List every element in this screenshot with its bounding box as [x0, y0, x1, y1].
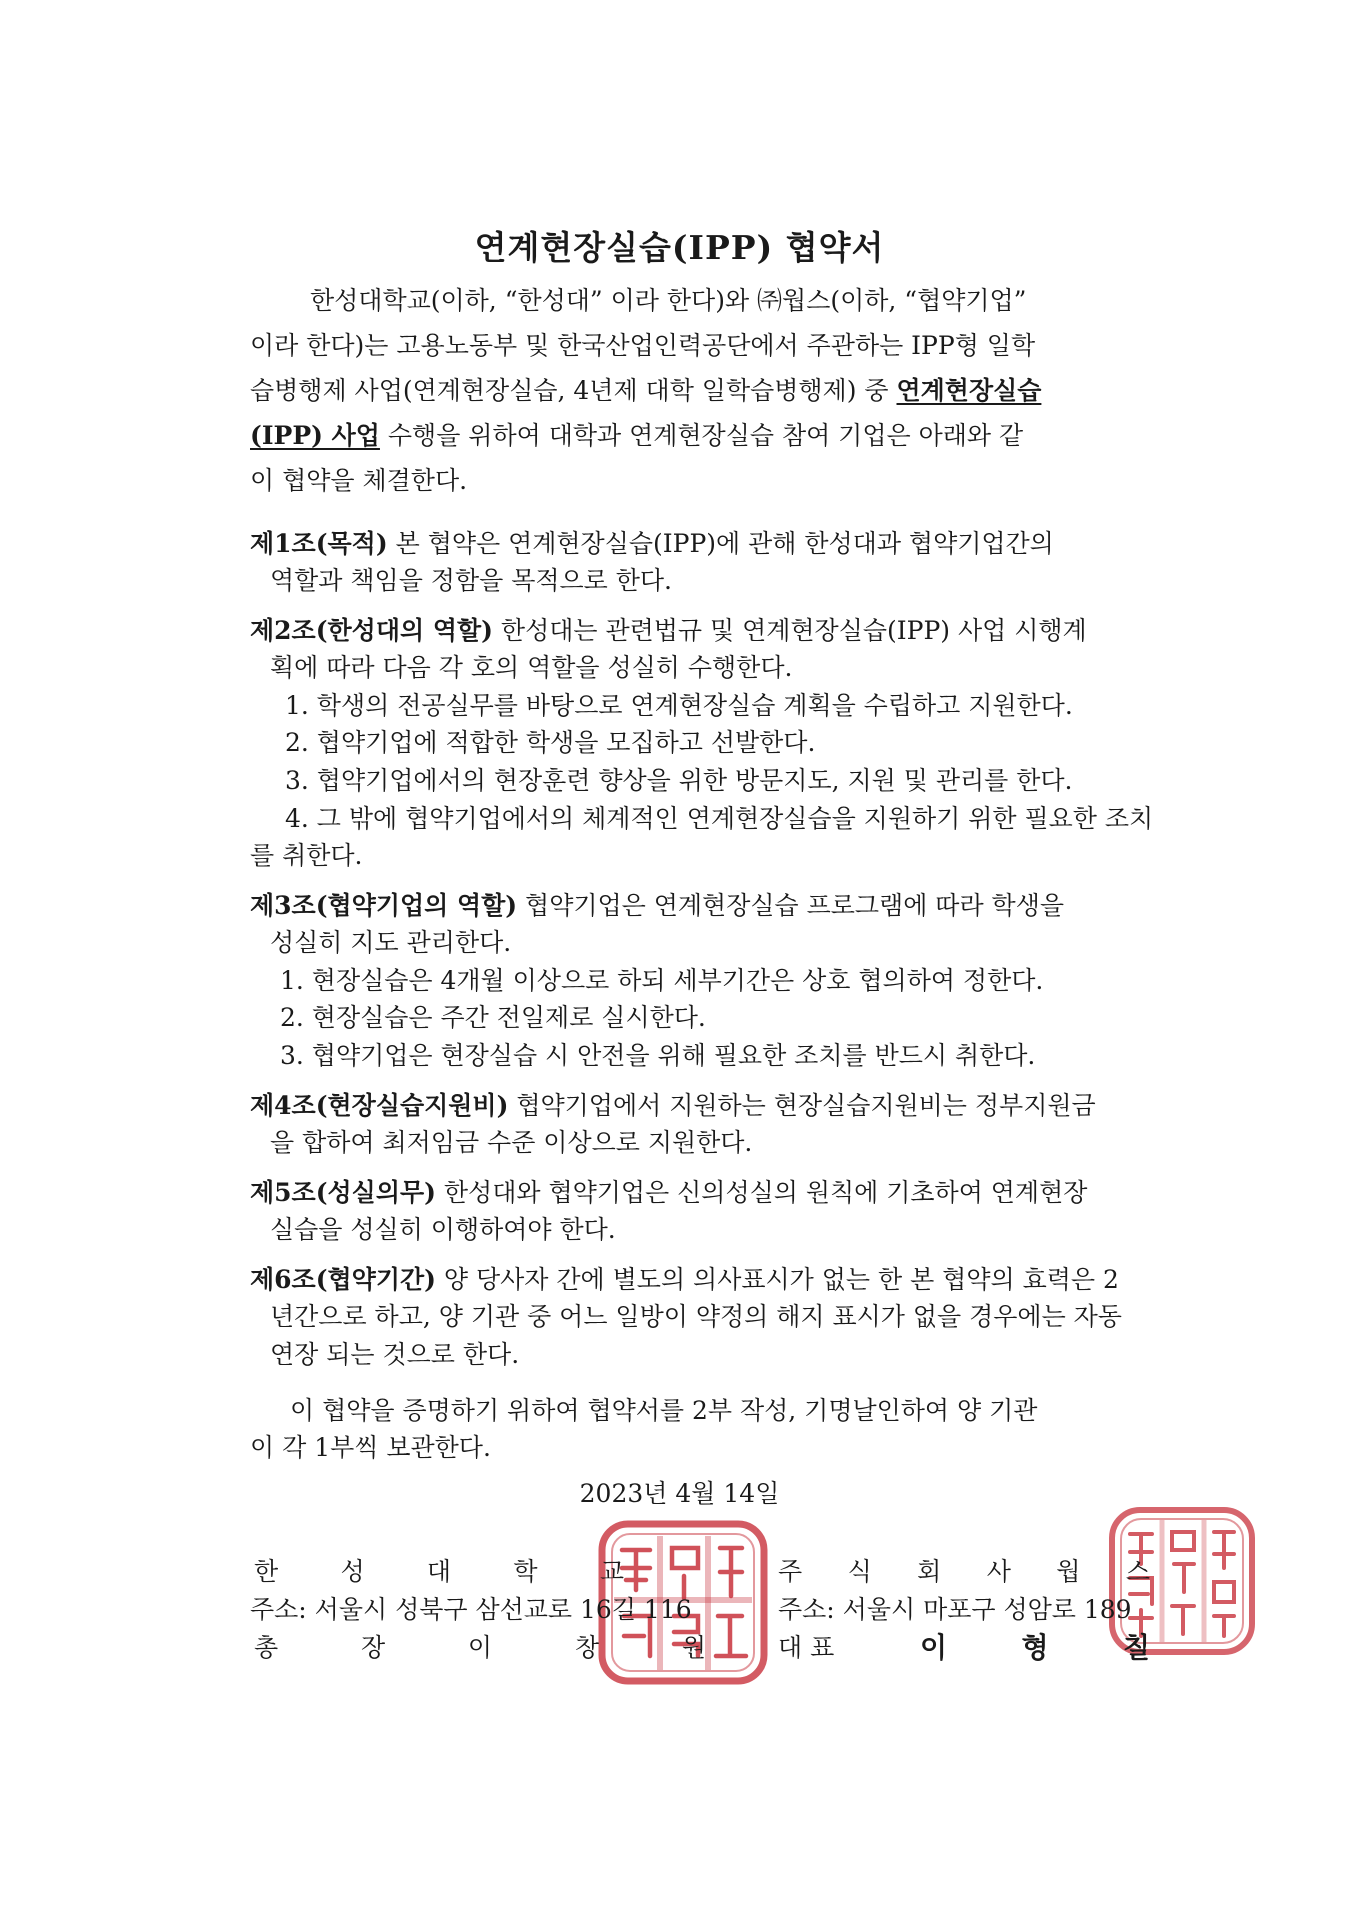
preamble-line-4 [250, 420, 1023, 452]
article-2-item-4-cont: 를 취한다. [250, 841, 363, 870]
preamble-line-5: 이 협약을 체결한다. [250, 466, 468, 495]
article-2-item-2: 2. 협약기업에 적합한 학생을 모집하고 선발한다. [285, 728, 816, 757]
left-signer-char: 창 [574, 1633, 600, 1662]
article-1-heading: 제1조(목적) [250, 529, 388, 558]
article-3-line-2: 성실히 지도 관리한다. [270, 928, 512, 957]
right-party-char: 회 [917, 1557, 942, 1586]
article-3-text: 협약기업은 연계현장실습 프로그램에 따라 학생을 [517, 891, 1064, 920]
left-party-address: 주소: 서울시 성북구 삼선교로 16길 116 [250, 1595, 692, 1624]
right-signer-title: 대 표 [778, 1633, 835, 1662]
preamble-text-2: 수행을 위하여 대학과 연계현장실습 참여 기업은 아래와 같 [379, 421, 1024, 450]
article-1-line-1 [250, 528, 1054, 560]
left-party-char: 학 [513, 1557, 538, 1586]
article-1-text: 본 협약은 연계현장실습(IPP)에 관해 한성대과 협약기업간의 [387, 529, 1054, 558]
preamble-line-3 [250, 375, 1041, 407]
article-2-heading: 제2조(한성대의 역할) [250, 616, 493, 645]
closing-line-1: 이 협약을 증명하기 위하여 협약서를 2부 작성, 기명날인하여 양 기관 [290, 1396, 1038, 1425]
article-2-line-2: 획에 따라 다음 각 호의 역할을 성실히 수행한다. [270, 653, 793, 682]
left-party-char: 교 [599, 1557, 624, 1586]
right-signer-char: 형 [1021, 1631, 1049, 1664]
right-party-address: 주소: 서울시 마포구 성암로 189 [778, 1595, 1132, 1624]
article-6-line-3: 연장 되는 것으로 한다. [270, 1340, 520, 1369]
left-signer-char: 원 [681, 1633, 706, 1662]
article-6-heading: 제6조(협약기간) [250, 1265, 436, 1294]
document-title: 연계현장실습(IPP) 협약서 [474, 228, 885, 267]
article-3-item-3: 3. 협약기업은 현장실습 시 안전을 위해 필요한 조치를 반드시 취한다. [280, 1041, 1036, 1070]
article-4-line-1 [250, 1090, 1096, 1122]
article-3-item-1: 1. 현장실습은 4개월 이상으로 하되 세부기간은 상호 협의하여 정한다. [280, 966, 1044, 995]
article-3-line-1 [250, 890, 1064, 922]
left-signer-char: 총 [254, 1633, 279, 1662]
preamble-text: 습병행제 사업(연계현장실습, 4년제 대학 일학습병행제) 중 [250, 376, 897, 405]
left-signer-char: 장 [360, 1633, 386, 1662]
article-6-line-2: 년간으로 하고, 양 기관 중 어느 일방이 약정의 해지 표시가 없을 경우에는 자동 [270, 1302, 1122, 1331]
right-signer-char: 이 [920, 1631, 948, 1664]
right-party-char: 스 [1125, 1557, 1150, 1586]
article-2-item-1: 1. 학생의 전공실무를 바탕으로 연계현장실습 계획을 수립하고 지원한다. [285, 691, 1073, 720]
right-signer-char: 칠 [1122, 1631, 1150, 1664]
article-6-text: 양 당사자 간에 별도의 의사표시가 없는 한 본 협약의 효력은 2 [435, 1265, 1119, 1294]
article-3-heading: 제3조(협약기업의 역할) [250, 891, 518, 920]
left-party-name [254, 1552, 624, 1588]
article-5-heading: 제5조(성실의무) [250, 1178, 436, 1207]
article-4-heading: 제4조(현장실습지원비) [250, 1091, 509, 1120]
article-2-line-1 [250, 615, 1087, 647]
right-party-char: 식 [847, 1557, 872, 1586]
left-signer-char: 이 [467, 1633, 493, 1662]
program-name-emphasis: 연계현장실습 [896, 376, 1042, 405]
article-5-line-1 [250, 1177, 1087, 1209]
left-party-char: 성 [340, 1557, 365, 1586]
right-party-char: 웝 [1056, 1557, 1081, 1586]
program-name-emphasis-2: (IPP) 사업 [250, 421, 380, 450]
closing-line-2: 이 각 1부씩 보관한다. [250, 1433, 491, 1462]
left-party-signer [254, 1628, 706, 1664]
article-4-text: 협약기업에서 지원하는 현장실습지원비는 정부지원금 [508, 1091, 1096, 1120]
right-signer-name [920, 1626, 1150, 1666]
preamble-line-1: 한성대학교(이하, “한성대” 이라 한다)와 ㈜웝스(이하, “협약기업” [310, 286, 1027, 315]
article-2-text: 한성대는 관련법규 및 연계현장실습(IPP) 사업 시행계 [492, 616, 1087, 645]
preamble-line-2: 이라 한다)는 고용노동부 및 한국산업인력공단에서 주관하는 IPP형 일학 [250, 331, 1036, 360]
article-3-item-2: 2. 현장실습은 주간 전일제로 실시한다. [280, 1003, 706, 1032]
left-party-char: 대 [426, 1557, 452, 1586]
article-5-line-2: 실습을 성실히 이행하여야 한다. [270, 1215, 616, 1244]
article-2-item-4: 4. 그 밖에 협약기업에서의 체계적인 연계현장실습을 지원하기 위한 필요한 조치 [285, 804, 1154, 833]
article-6-line-1 [250, 1264, 1119, 1296]
right-party-char: 주 [778, 1557, 803, 1586]
left-party-char: 한 [254, 1557, 279, 1586]
article-1-line-2: 역할과 책임을 정함을 목적으로 한다. [270, 566, 672, 595]
article-2-item-3: 3. 협약기업에서의 현장훈련 향상을 위한 방문지도, 지원 및 관리를 한다. [285, 766, 1073, 795]
agreement-date: 2023년 4월 14일 [579, 1479, 780, 1508]
article-5-text: 한성대와 협약기업은 신의성실의 원칙에 기초하여 연계현장 [435, 1178, 1088, 1207]
right-party-char: 사 [986, 1557, 1011, 1586]
article-4-line-2: 을 합하여 최저임금 수준 이상으로 지원한다. [270, 1128, 753, 1157]
right-party-name [778, 1552, 1150, 1588]
